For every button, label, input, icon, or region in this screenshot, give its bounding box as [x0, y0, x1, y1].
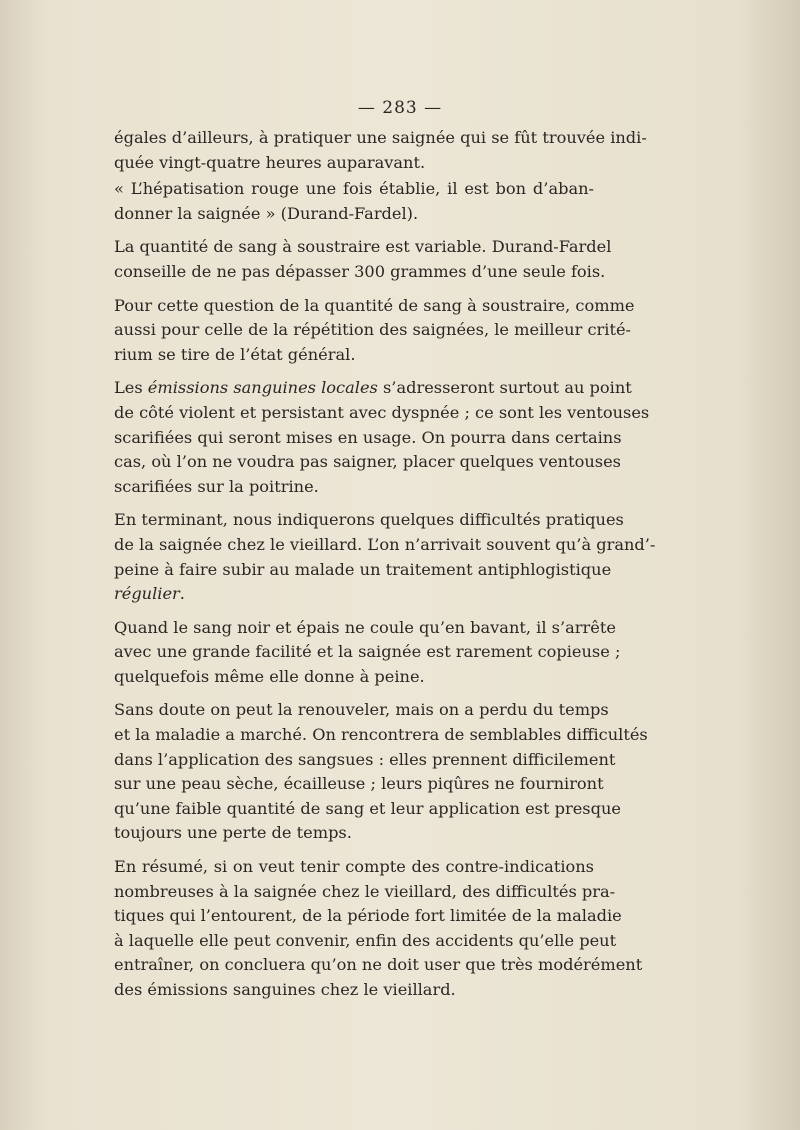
text-line: de la saignée chez le vieillard. L’on n’arrivait souvent qu’à grand’- — [114, 534, 656, 554]
paragraph — [114, 235, 612, 284]
text-line: toujours une perte de temps. — [114, 823, 352, 843]
text-line: La quantité de sang à soustraire est variable. Durand-Fardel — [114, 237, 612, 257]
text-line: de côté violent et persistant avec dyspnée ; ce sont les ventouses — [114, 402, 650, 422]
text-line: scarifiées qui seront mises en usage. On pourra dans certains — [114, 427, 622, 447]
text-line: régulier. — [114, 584, 185, 604]
text-line: Quand le sang noir et épais ne coule qu’en bavant, il s’arrête — [114, 617, 616, 637]
paragraph — [114, 616, 621, 690]
text-line: Les émissions sanguines locales s’adresseront surtout au point — [114, 378, 632, 398]
italic-term: émissions sanguines locales — [147, 378, 378, 398]
paragraph — [114, 294, 635, 368]
paragraph — [114, 126, 647, 175]
text-line: égales d’ailleurs, à pratiquer une saignée qui se fût trouvée indi- — [114, 128, 647, 147]
text-line: sur une peau sèche, écailleuse ; leurs piqûres ne fourniront — [114, 774, 604, 794]
paragraph — [114, 698, 648, 846]
text-line: quelquefois même elle donne à peine. — [114, 666, 425, 686]
text-line: Pour cette question de la quantité de sang à soustraire, comme — [114, 295, 635, 315]
paragraph — [114, 508, 656, 606]
paragraph — [114, 177, 594, 226]
text-line: scarifiées sur la poitrine. — [114, 476, 319, 496]
italic-term: régulier — [114, 584, 180, 604]
text-line: rium se tire de l’état général. — [114, 344, 356, 364]
line-lead: Les — [114, 378, 148, 398]
text-line: qu’une faible quantité de sang et leur application est presque — [114, 798, 621, 818]
text-line: « L’hépatisation rouge une fois établie, il est bon d’aban- — [114, 179, 594, 199]
text-line: des émissions sanguines chez le vieillard. — [114, 980, 456, 999]
text-line: donner la saignée » (Durand-Fardel). — [114, 203, 419, 223]
text-line: conseille de ne pas dépasser 300 grammes d’une seule fois. — [114, 261, 606, 281]
text-line: cas, où l’on ne voudra pas saigner, placer quelques ventouses — [114, 452, 621, 472]
text-line: tiques qui l’entourent, de la période fort limitée de la maladie — [114, 906, 622, 926]
page-number: — 283 — — [357, 98, 443, 118]
text-line: Sans doute on peut la renouveler, mais on a perdu du temps — [114, 700, 609, 720]
paragraph — [114, 376, 650, 499]
text-line: nombreuses à la saignée chez le vieillard, des difficultés pra- — [114, 881, 616, 901]
paragraph — [114, 855, 643, 1003]
text-line: peine à faire subir au malade un traitement antiphlogistique — [114, 559, 612, 579]
text-line: quée vingt-quatre heures auparavant. — [114, 152, 426, 172]
text-line: avec une grande facilité et la saignée est rarement copieuse ; — [114, 642, 621, 662]
text-line: entraîner, on concluera qu’on ne doit user que très modérément — [114, 955, 643, 975]
text-line: à laquelle elle peut convenir, enfin des accidents qu’elle peut — [114, 930, 617, 950]
body-text — [114, 126, 656, 1012]
text-line: aussi pour celle de la répétition des saignées, le meilleur crité- — [114, 320, 632, 340]
text-line: et la maladie a marché. On rencontrera de semblables difficultés — [114, 725, 648, 745]
text-line: En terminant, nous indiquerons quelques difficultés pratiques — [114, 510, 624, 530]
text-line: En résumé, si on veut tenir compte des contre-indications — [114, 857, 594, 877]
text-line: dans l’application des sangsues : elles prennent difficilement — [114, 749, 616, 769]
